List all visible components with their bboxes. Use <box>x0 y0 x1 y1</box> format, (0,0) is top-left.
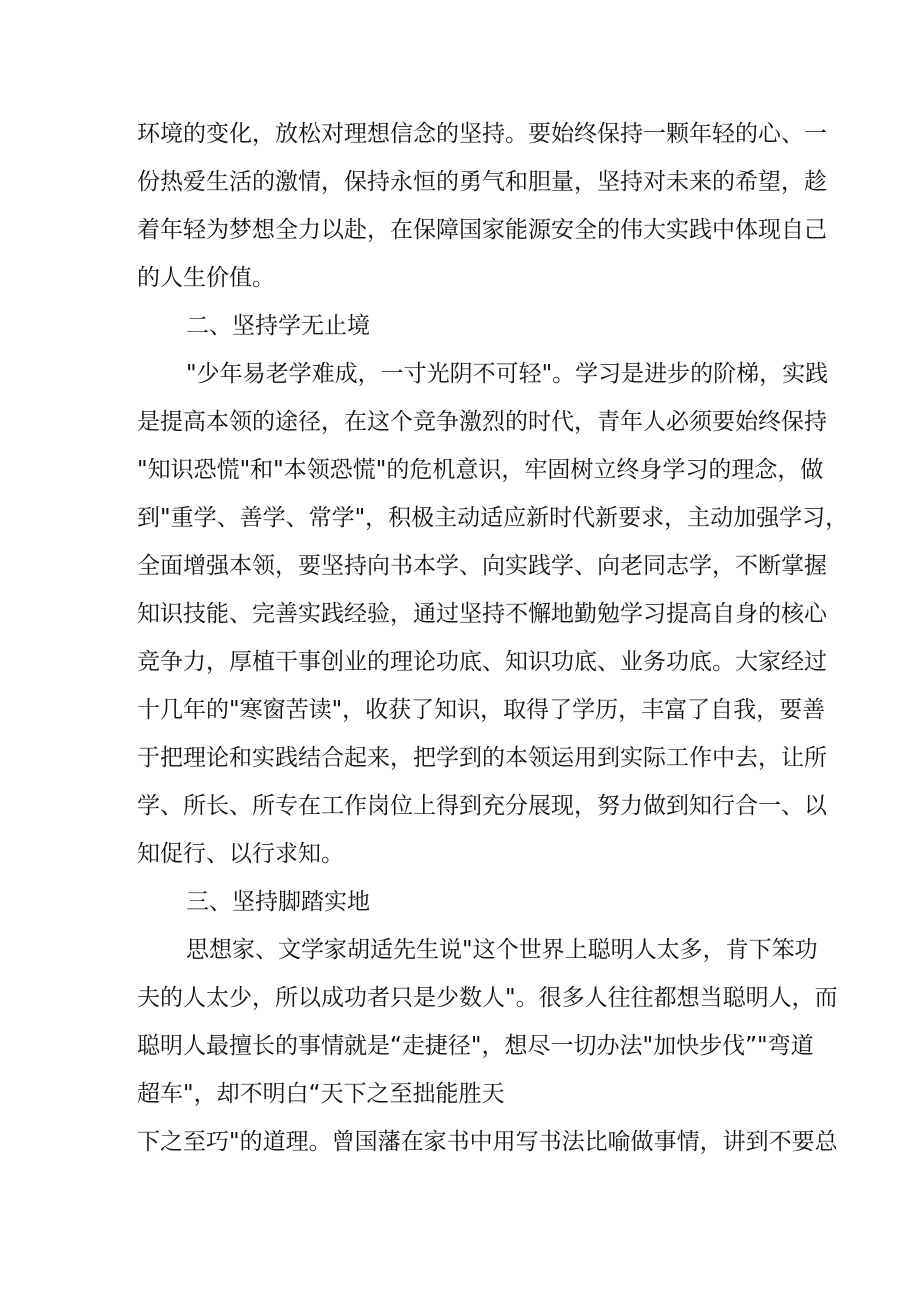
paragraph-line: 下之至巧"的道理。曾国藩在家书中用写书法比喻做事情，讲到不要总 <box>137 1129 838 1155</box>
paragraph-line: 竞争力，厚植干事创业的理论功底、知识功底、业务功底。大家经过 <box>137 649 827 675</box>
paragraph-line: 着年轻为梦想全力以赴，在保障国家能源安全的伟大实践中体现自己 <box>137 217 827 243</box>
paragraph-line: 知识技能、完善实践经验，通过坚持不懈地勤勉学习提高自身的核心 <box>137 601 827 627</box>
section-heading: 二、坚持学无止境 <box>186 313 370 339</box>
paragraph-line: 学、所长、所专在工作岗位上得到充分展现，努力做到知行合一、以 <box>137 793 827 819</box>
paragraph-line: 思想家、文学家胡适先生说"这个世界上聪明人太多，肯下笨功 <box>186 937 818 963</box>
paragraph-line: 夫的人太少，所以成功者只是少数人"。很多人往往都想当聪明人，而 <box>137 985 838 1011</box>
paragraph-line: "少年易老学难成，一寸光阴不可轻"。学习是进步的阶梯，实践 <box>186 361 829 387</box>
paragraph-line: "知识恐慌"和"本领恐慌"的危机意识，牢固树立终身学习的理念，做 <box>137 457 824 483</box>
paragraph-line: 的人生价值。 <box>137 265 275 291</box>
paragraph-line: 于把理论和实践结合起来，把学到的本领运用到实际工作中去，让所 <box>137 745 827 771</box>
paragraph-line: 环境的变化，放松对理想信念的坚持。要始终保持一颗年轻的心、一 <box>137 121 827 147</box>
section-heading: 三、坚持脚踏实地 <box>186 889 370 915</box>
paragraph-line: 全面增强本领，要坚持向书本学、向实践学、向老同志学，不断掌握 <box>137 553 827 579</box>
paragraph-line: 份热爱生活的激情，保持永恒的勇气和胆量，坚持对未来的希望，趁 <box>137 169 827 195</box>
paragraph-line: 聪明人最擅长的事情就是“走捷径"，想尽一切办法"加快步伐”"弯道 <box>137 1033 814 1059</box>
paragraph-line: 到"重学、善学、常学"，积极主动适应新时代新要求，主动加强学习， <box>137 505 849 531</box>
paragraph-line: 是提高本领的途径，在这个竞争激烈的时代，青年人必须要始终保持 <box>137 409 827 435</box>
paragraph-line: 十几年的"寒窗苦读"，收获了知识，取得了学历，丰富了自我，要善 <box>137 697 826 723</box>
paragraph-line: 知促行、以行求知。 <box>137 841 344 867</box>
paragraph-line: 超车"，却不明白“天下之至拙能胜天 <box>137 1081 505 1107</box>
